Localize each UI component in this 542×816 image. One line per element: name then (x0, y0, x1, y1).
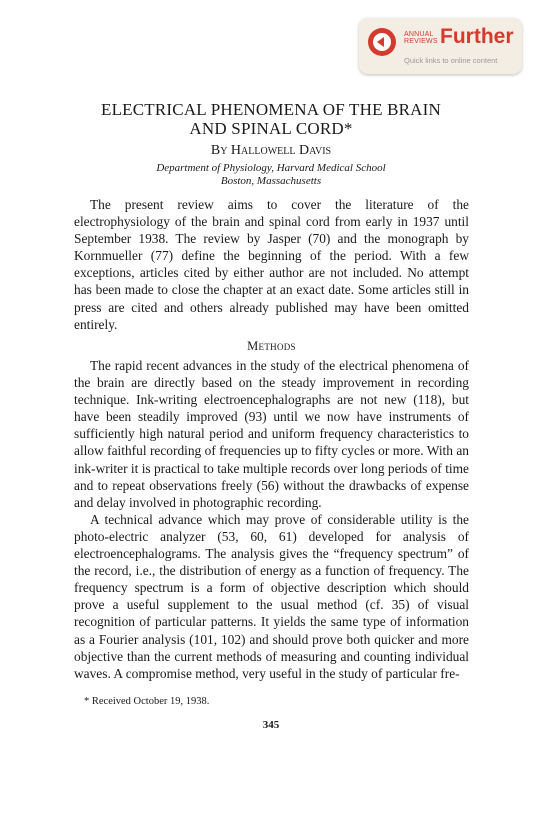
footnote: * Received October 19, 1938. (84, 696, 210, 707)
title-line-1: ELECTRICAL PHENOMENA OF THE BRAIN (101, 100, 441, 119)
affiliation-line-1: Department of Physiology, Harvard Medical School (156, 162, 386, 174)
page-number: 345 (262, 719, 280, 731)
article-title (40, 100, 502, 138)
author-name: Hallowell Davis (230, 143, 332, 158)
badge-small-bottom: REVIEWS (404, 38, 438, 45)
paragraph-methods-2: A technical advance which may prove of considerable utility is the photo-electric analyzer (53, 60, 61) developed for analysis of electroencephalograms. The analysis gives the “frequency spectrum” of the record, i.e., the distribution of energy as a function of frequency. The frequency spectrum is a form of objective description which should prove a useful supplement to the usual method (cf. 35) of visual recognition of particular patterns. It yields the same type of information as a Fourier analysis (101, 102) and should prove both quicker and more objective than the current methods of measuring and counting individual waves. A compromise method, very useful in the study of particular fre- (74, 511, 469, 681)
further-badge[interactable] (359, 18, 522, 74)
affiliation (40, 162, 502, 188)
author-prefix: By (210, 143, 228, 158)
title-line-2: AND SPINAL CORD* (189, 119, 353, 138)
methods-section (74, 357, 469, 682)
paragraph-intro: The present review aims to cover the literature of the electrophysiology of the brain and spinal cord from early in 1937 until September 1938. The review by Jasper (70) and the monograph by Kornmueller (77) define the beginning of the period. With a few exceptions, articles cited by either author are not included. No attempt has been made to close the chapter at an exact date. Some articles still in press are cited and others already published may have been omitted entirely. (74, 197, 469, 332)
paragraph-methods-1: The rapid recent advances in the study of the electrical phenomena of the brain are directly based on the steady improvement in recording technique. Ink-writing electroencephalographs are not new (118), but have been steadily improved (93) until we now have instruments of sufficiently high natural period and uniform frequency characteristics to allow faithful recording of frequencies up to fifty cycles or more. With an ink-writer it is practical to take multiple records over long periods of time and to repeat observations freely (56) without the drawbacks of expense and delay involved in photographic recording. (74, 358, 469, 510)
badge-further-label: Further (440, 25, 514, 48)
annual-reviews-logo-icon (367, 27, 397, 57)
affiliation-line-2: Boston, Massachusetts (220, 175, 322, 187)
badge-small-text (404, 31, 438, 45)
badge-small-top: ANNUAL (404, 31, 434, 38)
section-heading: Methods (247, 339, 296, 353)
badge-sub-label: Quick links to online content (404, 56, 498, 65)
intro-section (74, 196, 469, 333)
author-line (40, 143, 502, 159)
